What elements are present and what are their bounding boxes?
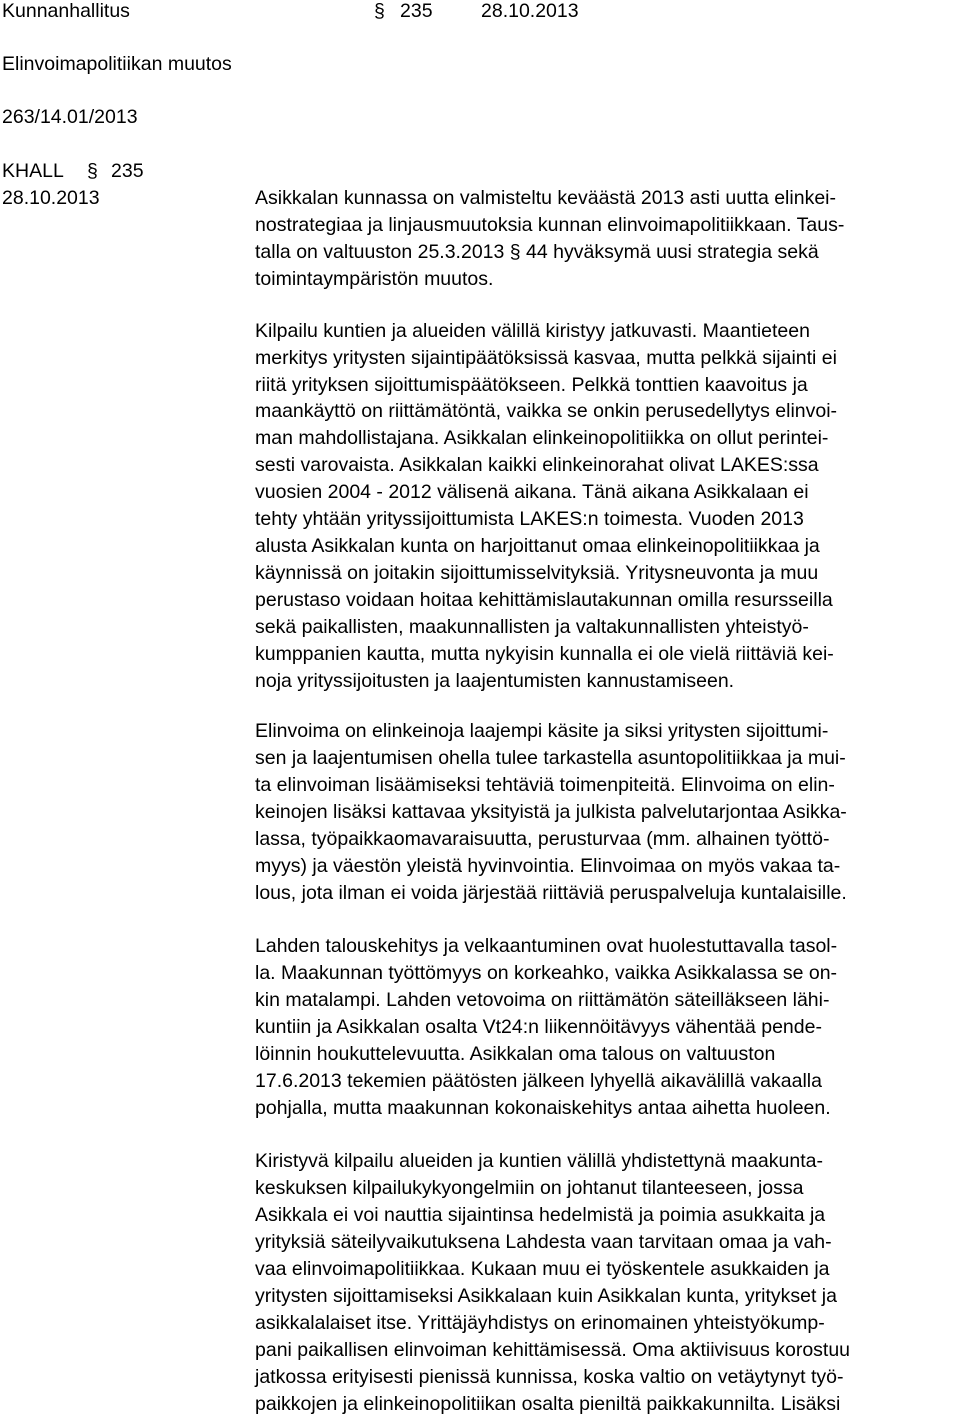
reference-number: 263/14.01/2013 [2, 106, 138, 128]
paragraph-line: yrityksiä säteilyvaikutuksena Lahdesta vaan tarvitaan omaa ja vah- [255, 1231, 832, 1253]
paragraph-line: man mahdollistajana. Asikkalan elinkeinopolitiikka on ollut perintei- [255, 427, 829, 449]
paragraph-line: alusta Asikkalan kunta on harjoittanut omaa elinkeinopolitiikkaa ja [255, 535, 820, 557]
paragraph-line: löinnin houkuttelevuutta. Asikkalan oma talous on valtuuston [255, 1043, 776, 1065]
meta-date: 28.10.2013 [2, 187, 100, 209]
header-section-number: 235 [400, 0, 433, 22]
paragraph-line: tehty yhtään yrityssijoittumista LAKES:n toimesta. Vuoden 2013 [255, 508, 804, 530]
paragraph-line: 17.6.2013 tekemien päätösten jälkeen lyhyellä aikavälillä vakaalla [255, 1070, 822, 1092]
paragraph-line: Kilpailu kuntien ja alueiden välillä kiristyy jatkuvasti. Maantieteen [255, 320, 810, 342]
paragraph-line: toimintaympäristön muutos. [255, 268, 494, 290]
paragraph-line: vuosien 2004 - 2012 välisenä aikana. Tänä aikana Asikkalaan ei [255, 481, 809, 503]
paragraph-line: nostrategiaa ja linjausmuutoksia kunnan elinvoimapolitiikkaan. Taus- [255, 214, 845, 236]
paragraph-line: ta elinvoiman lisäämiseksi tehtäviä toimenpiteitä. Elinvoima on elin- [255, 774, 835, 796]
paragraph-line: pohjalla, mutta maakunnan kokonaiskehitys antaa aihetta huoleen. [255, 1097, 831, 1119]
header-body-name: Kunnanhallitus [2, 0, 130, 22]
paragraph-line: Asikkala ei voi nauttia sijaintinsa hedelmistä ja poimia asukkaita ja [255, 1204, 826, 1226]
paragraph-line: Elinvoima on elinkeinoja laajempi käsite ja siksi yritysten sijoittumi- [255, 720, 829, 742]
paragraph-line: käynnissä on joitakin sijoittumisselvityksiä. Yritysneuvonta ja muu [255, 562, 819, 584]
paragraph-line: Asikkalan kunnassa on valmisteltu keväästä 2013 asti uutta elinkei- [255, 187, 836, 209]
paragraph-line: talla on valtuuston 25.3.2013 § 44 hyväksymä uusi strategia sekä [255, 241, 819, 263]
paragraph-line: myys) ja väestön yleistä hyvinvointia. Elinvoimaa on myös vakaa ta- [255, 855, 841, 877]
paragraph-line: sen ja laajentumisen ohella tulee tarkastella asuntopolitiikkaa ja mui- [255, 747, 846, 769]
paragraph-line: Lahden talouskehitys ja velkaantuminen ovat huolestuttavalla tasol- [255, 935, 838, 957]
paragraph-line: kuntiin ja Asikkalan osalta Vt24:n liikennöitävyys vähentää pende- [255, 1016, 822, 1038]
paragraph-line: noja yrityssijoitusten ja laajentumisten kannustamiseen. [255, 670, 735, 692]
paragraph-line: sekä paikallisten, maakunnallisten ja valtakunnallisten yhteistyö- [255, 616, 809, 638]
paragraph-line: lous, jota ilman ei voida järjestää riittäviä peruspalveluja kuntalaisille. [255, 882, 847, 904]
paragraph-line: pani paikallisen elinvoiman kehittämisessä. Oma aktiivisuus korostuu [255, 1339, 851, 1361]
paragraph-line: la. Maakunnan työttömyys on korkeahko, vaikka Asikkalassa se on- [255, 962, 838, 984]
paragraph-line: keskuksen kilpailukykyongelmiin on johtanut tilanteeseen, jossa [255, 1177, 804, 1199]
meta-body-abbr: KHALL [2, 160, 64, 182]
paragraph-line: keinojen lisäksi kattavaa yksityistä ja julkista palvelutarjontaa Asikka- [255, 801, 847, 823]
meta-section-number: 235 [111, 160, 144, 182]
paragraph-line: vaa elinvoimapolitiikkaa. Kukaan muu ei työskentele asukkaiden ja [255, 1258, 830, 1280]
paragraph-line: asikkalalaiset itse. Yrittäjäyhdistys on erinomainen yhteistyökump- [255, 1312, 825, 1334]
paragraph-line: kumppanien kautta, mutta nykyisin kunnalla ei ole vielä riittäviä kei- [255, 643, 834, 665]
paragraph-line: kin matalampi. Lahden vetovoima on riittämätön säteilläkseen lähi- [255, 989, 830, 1011]
paragraph-line: riitä yrityksen sijoittumispäätökseen. Pelkkä tonttien kaavoitus ja [255, 374, 808, 396]
meta-section-sign: § [87, 160, 98, 182]
paragraph-line: merkitys yritysten sijaintipäätöksissä kasvaa, mutta pelkkä sijainti ei [255, 347, 837, 369]
paragraph-line: Kiristyvä kilpailu alueiden ja kuntien välillä yhdistettynä maakunta- [255, 1150, 823, 1172]
header-date: 28.10.2013 [481, 0, 579, 22]
paragraph-line: jatkossa erityisesti pienissä kunnissa, koska valtio on vetäytynyt työ- [255, 1366, 844, 1388]
document-title: Elinvoimapolitiikan muutos [2, 53, 232, 75]
paragraph-line: yritysten sijoittamiseksi Asikkalaan kuin Asikkalan kunta, yritykset ja [255, 1285, 837, 1307]
paragraph-line: paikkojen ja elinkeinopolitiikan osalta pieniltä paikkakunnilta. Lisäksi [255, 1393, 841, 1415]
paragraph-line: perustaso voidaan hoitaa kehittämislautakunnan omilla resursseilla [255, 589, 833, 611]
paragraph-line: lassa, työpaikkaomavaraisuutta, perusturvaa (mm. alhainen työttö- [255, 828, 830, 850]
paragraph-line: sesti varovaista. Asikkalan kaikki elinkeinorahat olivat LAKES:ssa [255, 454, 819, 476]
paragraph-line: maankäyttö on riittämätöntä, vaikka se onkin perusedellytys elinvoi- [255, 400, 838, 422]
header-section-sign: § [374, 0, 385, 22]
